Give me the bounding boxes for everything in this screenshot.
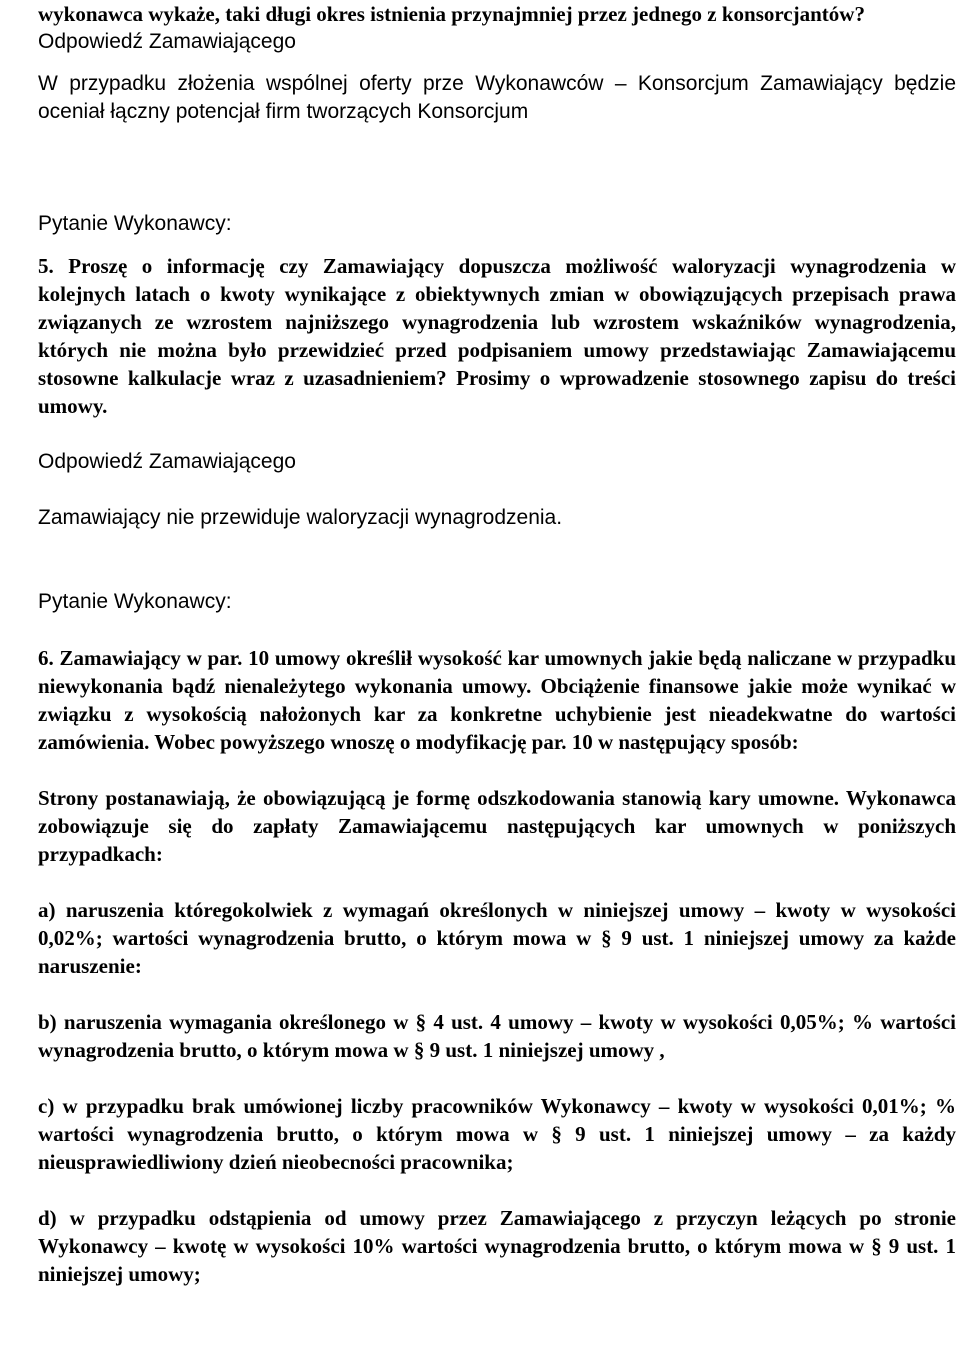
answer-label-5: Odpowiedź Zamawiającego — [38, 450, 296, 473]
spacer — [38, 980, 956, 1008]
spacer — [38, 1176, 956, 1204]
question-4-tail: wykonawca wykaże, taki długi okres istnienia przynajmniej przez jednego z konsorcjantów? — [38, 2, 865, 26]
spacer — [38, 420, 956, 448]
answer-label-4: Odpowiedź Zamawiającego — [38, 30, 296, 53]
proposal-intro: Strony postanawiają, że obowiązującą je formę odszkodowania stanowią kary umowne. Wykonawca zobowiązuje się do zapłaty Zamawiającemu następujących kar umownych w poniższych przypadkach: — [38, 786, 956, 866]
question-label-5: Pytanie Wykonawcy: — [38, 212, 232, 235]
proposal-item-c: c) w przypadku brak umówionej liczby pracowników Wykonawcy – kwoty w wysokości 0,01%; % wartości wynagrodzenia brutto, o którym mowa w § 9 ust. 1 niniejszej umowy – za każdy nieusprawiedliwiony dzień nieobecności pracownika; — [38, 1094, 956, 1174]
question-text-5: 5. Proszę o informację czy Zamawiający dopuszcza możliwość waloryzacji wynagrodzenia w kolejnych latach o kwoty wynikające z obiektywnych zmian w obowiązujących przepisach prawa związanych ze wzrostem najniższego wynagrodzenia lub wzrostem wskaźników wynagrodzenia, których nie można było przewidzieć przed podpisaniem umowy przedstawiając Zamawiającemu stosowne kalkulacje wraz z uzasadnieniem? Prosimy o wprowadzenie stosownego zapisu do treści umowy. — [38, 254, 956, 418]
proposal-item-b: b) naruszenia wymagania określonego w § 4 ust. 4 umowy – kwoty w wysokości 0,05%; % wartości wynagrodzenia brutto, o którym mowa w § 9 ust. 1 niniejszej umowy , — [38, 1010, 956, 1062]
spacer — [38, 616, 956, 644]
answer-text-5: Zamawiający nie przewiduje waloryzacji wynagrodzenia. — [38, 506, 563, 529]
question-label-6: Pytanie Wykonawcy: — [38, 590, 232, 613]
spacer — [38, 756, 956, 784]
spacer — [38, 126, 956, 210]
answer-text-4: W przypadku złożenia wspólnej oferty prze Wykonawców – Konsorcjum Zamawiający będzie oceniał łączny potencjał firm tworzących Konsorcjum — [38, 72, 956, 123]
spacer — [38, 238, 956, 252]
question-text-6: 6. Zamawiający w par. 10 umowy określił wysokość kar umownych jakie będą naliczane w przypadku niewykonania bądź nienależytego wykonania umowy. Obciążenie finansowe jakie może wynikać w związku z wysokością nałożonych kar za konkretne uchybienie jest nieadekwatne do wartości zamówienia. Wobec powyższego wnoszę o modyfikację par. 10 w następujący sposób: — [38, 646, 956, 754]
spacer — [38, 868, 956, 896]
spacer — [38, 1064, 956, 1092]
document-page — [38, 0, 956, 1288]
spacer — [38, 56, 956, 70]
proposal-item-a: a) naruszenia któregokolwiek z wymagań określonych w niniejszej umowy – kwoty w wysokości 0,02%; wartości wynagrodzenia brutto, o którym mowa w § 9 ust. 1 niniejszej umowy za każde naruszenie: — [38, 898, 956, 978]
proposal-item-d: d) w przypadku odstąpienia od umowy przez Zamawiającego z przyczyn leżących po stronie Wykonawcy – kwotę w wysokości 10% wartości wynagrodzenia brutto, o którym mowa w § 9 ust. 1 niniejszej umowy; — [38, 1206, 956, 1286]
spacer — [38, 476, 956, 504]
spacer — [38, 532, 956, 588]
